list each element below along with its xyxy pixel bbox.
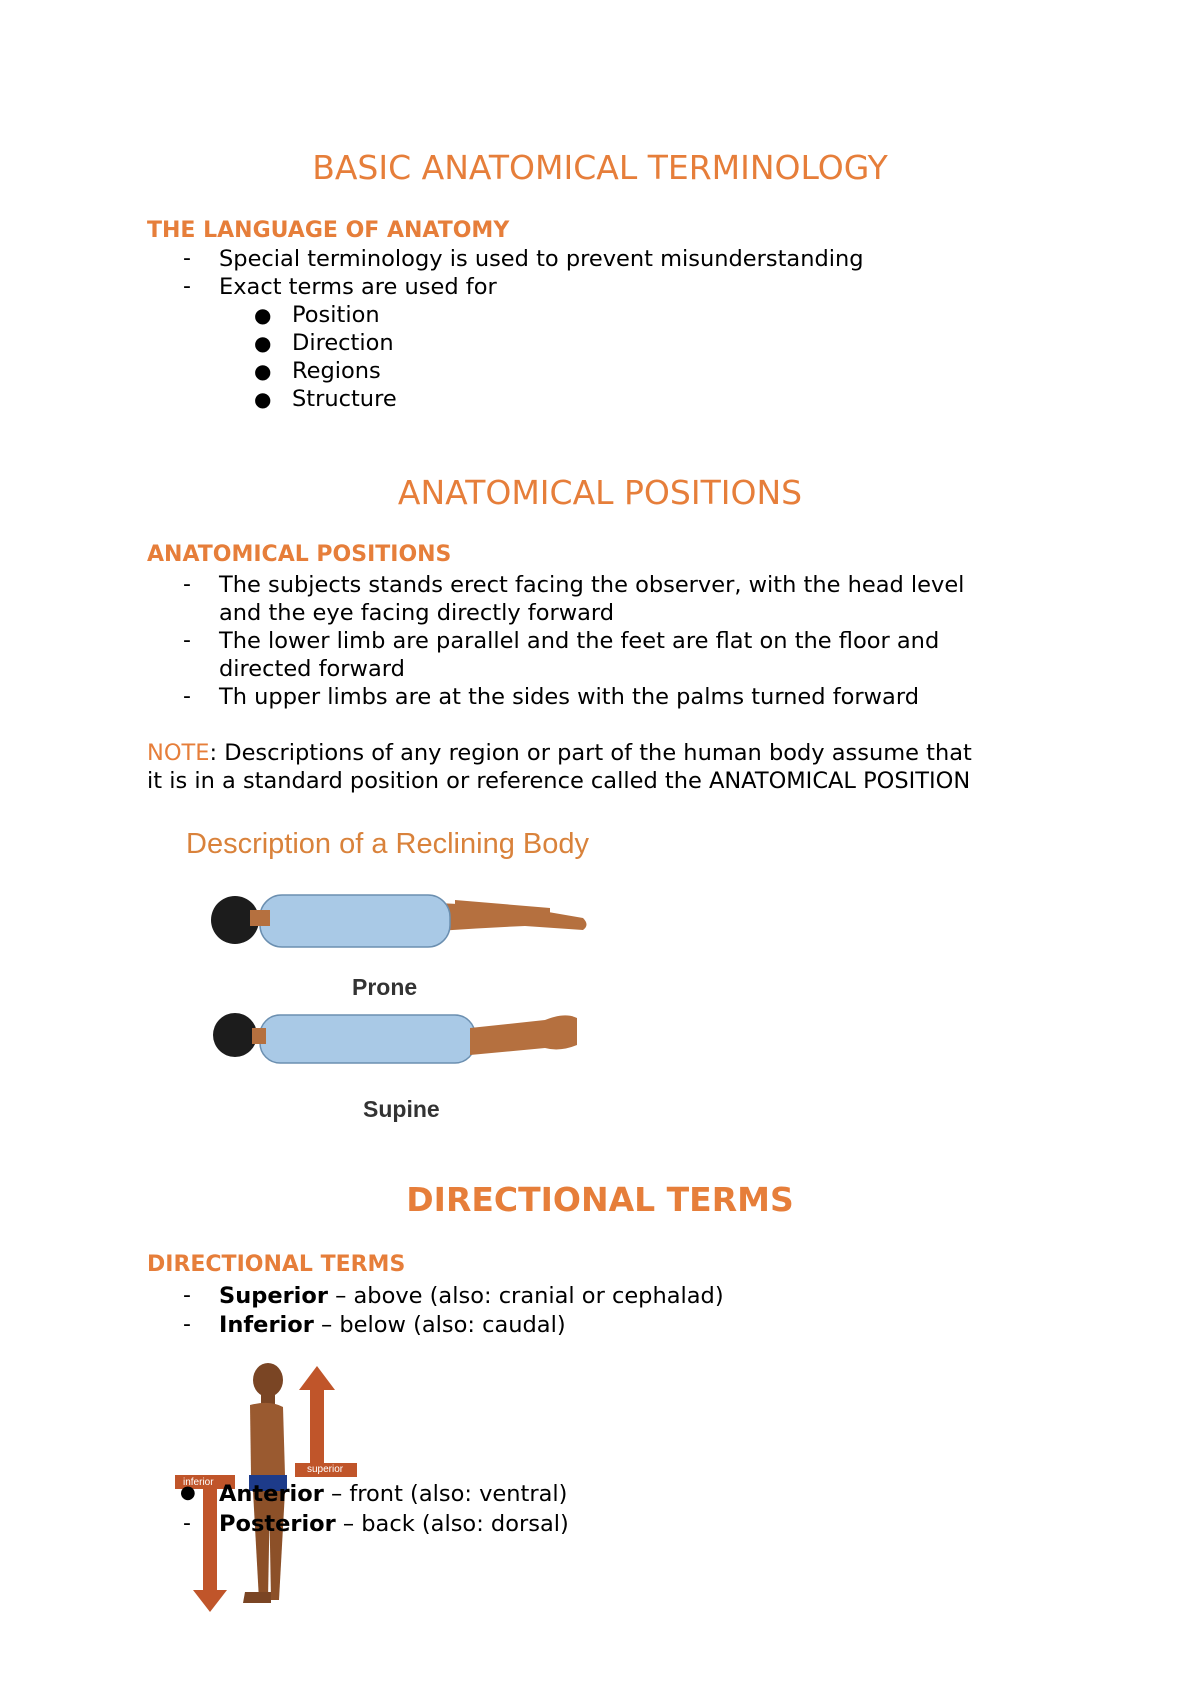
bullet-icon: ●	[254, 331, 272, 355]
section-subtitle-directional: DIRECTIONAL TERMS	[147, 1252, 406, 1277]
bullet-item: Position	[292, 302, 380, 328]
term-desc: – above (also: cranial or cephalad)	[327, 1283, 724, 1309]
term-name: Superior	[219, 1283, 328, 1309]
bullet-item: Structure	[292, 386, 397, 412]
page-title: BASIC ANATOMICAL TERMINOLOGY	[312, 148, 888, 187]
label-supine: Supine	[363, 1096, 440, 1122]
term-name: Inferior	[219, 1312, 314, 1338]
bullet-icon: ●	[254, 303, 272, 327]
dash-marker: -	[183, 628, 191, 653]
prone-body-illustration	[211, 895, 587, 947]
term-item	[219, 1510, 569, 1538]
note-text: : Descriptions of any region or part of the human body assume that	[209, 740, 972, 766]
label-inferior: inferior	[183, 1477, 214, 1488]
dash-marker: -	[183, 1511, 191, 1536]
dash-marker: -	[183, 274, 191, 299]
term-desc: – back (also: dorsal)	[335, 1511, 569, 1537]
note-paragraph-continuation: it is in a standard position or reference called the ANATOMICAL POSITION	[147, 768, 971, 794]
label-prone: Prone	[352, 974, 418, 1000]
term-item	[219, 1282, 724, 1310]
list-item: Special terminology is used to prevent misunderstanding	[219, 246, 864, 272]
term-desc: – front (also: ventral)	[323, 1481, 568, 1507]
list-item-continuation: and the eye facing directly forward	[219, 600, 615, 626]
term-desc: – below (also: caudal)	[313, 1312, 566, 1338]
note-label: NOTE	[147, 740, 210, 766]
list-item: Exact terms are used for	[219, 274, 497, 300]
bullet-item: Regions	[292, 358, 381, 384]
figure-caption: Description of a Reclining Body	[186, 828, 589, 860]
dash-marker: -	[183, 246, 191, 271]
section-subtitle-language: THE LANGUAGE OF ANATOMY	[147, 218, 510, 243]
supine-body-illustration	[213, 1013, 577, 1063]
list-item: The lower limb are parallel and the feet are flat on the floor and	[219, 628, 940, 654]
dash-marker: -	[183, 684, 191, 709]
term-name: Posterior	[219, 1511, 336, 1537]
list-item: Th upper limbs are at the sides with the palms turned forward	[219, 684, 919, 710]
reclining-body-figure	[205, 880, 605, 1130]
term-item	[219, 1480, 567, 1508]
bullet-icon: ●	[254, 359, 272, 383]
bullet-item: Direction	[292, 330, 394, 356]
dash-marker: -	[183, 1283, 191, 1308]
superior-arrow-icon	[295, 1366, 357, 1477]
list-item: The subjects stands erect facing the observer, with the head level	[219, 572, 965, 598]
bullet-icon: ●	[180, 1482, 196, 1503]
label-superior: superior	[307, 1464, 344, 1475]
dash-marker: -	[183, 1312, 191, 1337]
term-item	[219, 1311, 566, 1339]
term-name: Anterior	[219, 1481, 324, 1507]
note-paragraph	[147, 739, 972, 767]
bullet-icon: ●	[254, 387, 272, 411]
dash-marker: -	[183, 572, 191, 597]
section-title-positions: ANATOMICAL POSITIONS	[397, 473, 803, 512]
section-title-directional: DIRECTIONAL TERMS	[406, 1180, 794, 1219]
section-subtitle-positions: ANATOMICAL POSITIONS	[147, 542, 452, 567]
list-item-continuation: directed forward	[219, 656, 405, 682]
